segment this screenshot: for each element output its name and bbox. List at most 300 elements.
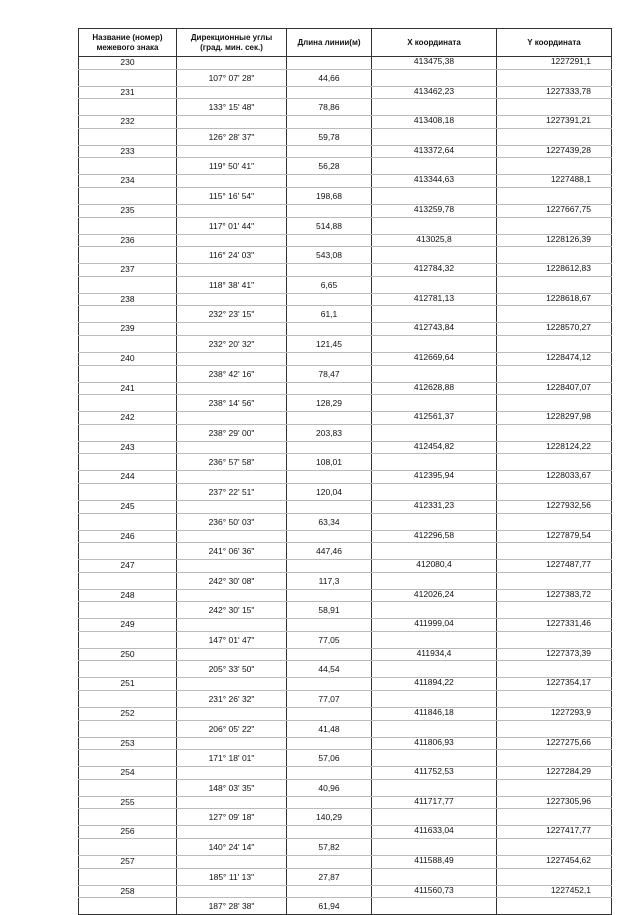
point-row bbox=[79, 441, 612, 454]
point-name: 249 bbox=[79, 619, 177, 632]
empty-cell bbox=[79, 99, 177, 116]
empty-cell bbox=[372, 839, 497, 856]
direction-angle: 118° 38' 41" bbox=[177, 276, 287, 293]
y-coordinate: 1228474,12 bbox=[497, 352, 612, 365]
direction-angle: 242° 30' 08" bbox=[177, 572, 287, 589]
segment-row bbox=[79, 602, 612, 619]
y-coordinate: 1227452,1 bbox=[497, 885, 612, 898]
empty-cell bbox=[497, 217, 612, 234]
x-coordinate: 411752,53 bbox=[372, 767, 497, 780]
segment-row bbox=[79, 779, 612, 796]
line-length: 117,3 bbox=[287, 572, 372, 589]
empty-cell bbox=[177, 323, 287, 336]
empty-cell bbox=[372, 572, 497, 589]
empty-cell bbox=[372, 543, 497, 560]
empty-cell bbox=[177, 264, 287, 277]
direction-angle: 238° 42' 16" bbox=[177, 365, 287, 382]
point-row bbox=[79, 500, 612, 513]
empty-cell bbox=[287, 293, 372, 306]
x-coordinate: 412395,94 bbox=[372, 471, 497, 484]
empty-cell bbox=[287, 737, 372, 750]
line-length: 61,1 bbox=[287, 306, 372, 323]
x-coordinate: 412454,82 bbox=[372, 441, 497, 454]
segment-row bbox=[79, 276, 612, 293]
y-coordinate: 1227879,54 bbox=[497, 530, 612, 543]
empty-cell bbox=[372, 602, 497, 619]
y-coordinate: 1227305,96 bbox=[497, 796, 612, 809]
point-name: 236 bbox=[79, 234, 177, 247]
empty-cell bbox=[79, 365, 177, 382]
point-name: 237 bbox=[79, 264, 177, 277]
y-coordinate: 1227373,39 bbox=[497, 648, 612, 661]
empty-cell bbox=[372, 483, 497, 500]
x-coordinate: 411633,04 bbox=[372, 826, 497, 839]
empty-cell bbox=[497, 69, 612, 86]
y-coordinate: 1227275,66 bbox=[497, 737, 612, 750]
segment-row bbox=[79, 809, 612, 826]
empty-cell bbox=[177, 86, 287, 99]
y-coordinate: 1228612,83 bbox=[497, 264, 612, 277]
empty-cell bbox=[287, 323, 372, 336]
point-row bbox=[79, 678, 612, 691]
direction-angle: 133° 15' 48" bbox=[177, 99, 287, 116]
line-length: 128,29 bbox=[287, 395, 372, 412]
line-length: 44,54 bbox=[287, 661, 372, 678]
point-name: 253 bbox=[79, 737, 177, 750]
segment-row bbox=[79, 395, 612, 412]
segment-row bbox=[79, 424, 612, 441]
empty-cell bbox=[287, 796, 372, 809]
empty-cell bbox=[177, 57, 287, 70]
empty-cell bbox=[372, 454, 497, 471]
empty-cell bbox=[177, 737, 287, 750]
empty-cell bbox=[287, 116, 372, 129]
empty-cell bbox=[287, 500, 372, 513]
empty-cell bbox=[497, 187, 612, 204]
empty-cell bbox=[177, 412, 287, 425]
empty-cell bbox=[497, 483, 612, 500]
empty-cell bbox=[497, 809, 612, 826]
y-coordinate: 1227331,46 bbox=[497, 619, 612, 632]
y-coordinate: 1227291,1 bbox=[497, 57, 612, 70]
x-coordinate: 412781,13 bbox=[372, 293, 497, 306]
empty-cell bbox=[287, 86, 372, 99]
line-length: 57,82 bbox=[287, 839, 372, 856]
empty-cell bbox=[287, 234, 372, 247]
segment-row bbox=[79, 691, 612, 708]
point-row bbox=[79, 619, 612, 632]
point-name: 233 bbox=[79, 145, 177, 158]
empty-cell bbox=[372, 99, 497, 116]
empty-cell bbox=[79, 691, 177, 708]
coordinates-table bbox=[78, 28, 612, 915]
empty-cell bbox=[287, 826, 372, 839]
direction-angle: 117° 01' 44" bbox=[177, 217, 287, 234]
empty-cell bbox=[287, 264, 372, 277]
empty-cell bbox=[372, 750, 497, 767]
direction-angle: 126° 28' 37" bbox=[177, 128, 287, 145]
empty-cell bbox=[372, 513, 497, 530]
empty-cell bbox=[177, 678, 287, 691]
point-row bbox=[79, 648, 612, 661]
empty-cell bbox=[287, 767, 372, 780]
empty-cell bbox=[287, 619, 372, 632]
line-length: 56,28 bbox=[287, 158, 372, 175]
empty-cell bbox=[372, 335, 497, 352]
point-row bbox=[79, 352, 612, 365]
segment-row bbox=[79, 720, 612, 737]
segment-row bbox=[79, 158, 612, 175]
empty-cell bbox=[177, 619, 287, 632]
point-name: 250 bbox=[79, 648, 177, 661]
x-coordinate: 411846,18 bbox=[372, 708, 497, 721]
point-row bbox=[79, 234, 612, 247]
empty-cell bbox=[497, 128, 612, 145]
empty-cell bbox=[497, 395, 612, 412]
point-name: 240 bbox=[79, 352, 177, 365]
empty-cell bbox=[497, 365, 612, 382]
empty-cell bbox=[79, 454, 177, 471]
empty-cell bbox=[372, 247, 497, 264]
empty-cell bbox=[177, 500, 287, 513]
empty-cell bbox=[372, 661, 497, 678]
segment-row bbox=[79, 217, 612, 234]
x-coordinate: 412628,88 bbox=[372, 382, 497, 395]
direction-angle: 205° 33' 50" bbox=[177, 661, 287, 678]
point-row bbox=[79, 116, 612, 129]
direction-angle: 127° 09' 18" bbox=[177, 809, 287, 826]
point-name: 256 bbox=[79, 826, 177, 839]
point-name: 230 bbox=[79, 57, 177, 70]
point-name: 238 bbox=[79, 293, 177, 306]
empty-cell bbox=[177, 796, 287, 809]
empty-cell bbox=[372, 424, 497, 441]
empty-cell bbox=[79, 306, 177, 323]
point-row bbox=[79, 530, 612, 543]
empty-cell bbox=[79, 809, 177, 826]
line-length: 41,48 bbox=[287, 720, 372, 737]
empty-cell bbox=[79, 602, 177, 619]
line-length: 120,04 bbox=[287, 483, 372, 500]
empty-cell bbox=[287, 678, 372, 691]
point-row bbox=[79, 293, 612, 306]
point-row bbox=[79, 885, 612, 898]
point-name: 247 bbox=[79, 560, 177, 573]
empty-cell bbox=[497, 306, 612, 323]
empty-cell bbox=[287, 382, 372, 395]
empty-cell bbox=[497, 335, 612, 352]
header-length: Длина линии(м) bbox=[287, 29, 372, 57]
empty-cell bbox=[79, 898, 177, 915]
y-coordinate: 1227391,21 bbox=[497, 116, 612, 129]
line-length: 78,47 bbox=[287, 365, 372, 382]
segment-row bbox=[79, 868, 612, 885]
line-length: 140,29 bbox=[287, 809, 372, 826]
line-length: 77,07 bbox=[287, 691, 372, 708]
direction-angle: 237° 22' 51" bbox=[177, 483, 287, 500]
empty-cell bbox=[79, 631, 177, 648]
header-name: Название (номер) межевого знака bbox=[79, 29, 177, 57]
point-name: 243 bbox=[79, 441, 177, 454]
empty-cell bbox=[372, 187, 497, 204]
x-coordinate: 411560,73 bbox=[372, 885, 497, 898]
empty-cell bbox=[177, 293, 287, 306]
y-coordinate: 1228407,07 bbox=[497, 382, 612, 395]
direction-angle: 107° 07' 28" bbox=[177, 69, 287, 86]
empty-cell bbox=[372, 691, 497, 708]
segment-row bbox=[79, 483, 612, 500]
empty-cell bbox=[497, 868, 612, 885]
empty-cell bbox=[177, 145, 287, 158]
point-row bbox=[79, 589, 612, 602]
point-row bbox=[79, 382, 612, 395]
direction-angle: 187° 28' 38" bbox=[177, 898, 287, 915]
empty-cell bbox=[177, 708, 287, 721]
empty-cell bbox=[177, 589, 287, 602]
empty-cell bbox=[287, 412, 372, 425]
empty-cell bbox=[287, 589, 372, 602]
empty-cell bbox=[79, 513, 177, 530]
direction-angle: 231° 26' 32" bbox=[177, 691, 287, 708]
y-coordinate: 1227932,56 bbox=[497, 500, 612, 513]
x-coordinate: 413025,8 bbox=[372, 234, 497, 247]
x-coordinate: 412026,24 bbox=[372, 589, 497, 602]
x-coordinate: 412669,64 bbox=[372, 352, 497, 365]
empty-cell bbox=[497, 839, 612, 856]
point-row bbox=[79, 204, 612, 217]
empty-cell bbox=[79, 839, 177, 856]
x-coordinate: 412743,84 bbox=[372, 323, 497, 336]
direction-angle: 148° 03' 35" bbox=[177, 779, 287, 796]
line-length: 40,96 bbox=[287, 779, 372, 796]
y-coordinate: 1227284,29 bbox=[497, 767, 612, 780]
segment-row bbox=[79, 247, 612, 264]
empty-cell bbox=[497, 513, 612, 530]
point-name: 254 bbox=[79, 767, 177, 780]
empty-cell bbox=[287, 471, 372, 484]
direction-angle: 119° 50' 41" bbox=[177, 158, 287, 175]
line-length: 6,65 bbox=[287, 276, 372, 293]
empty-cell bbox=[497, 247, 612, 264]
empty-cell bbox=[79, 217, 177, 234]
direction-angle: 238° 14' 56" bbox=[177, 395, 287, 412]
direction-angle: 236° 57' 58" bbox=[177, 454, 287, 471]
point-name: 257 bbox=[79, 856, 177, 869]
y-coordinate: 1227487,77 bbox=[497, 560, 612, 573]
point-name: 232 bbox=[79, 116, 177, 129]
empty-cell bbox=[497, 898, 612, 915]
empty-cell bbox=[372, 779, 497, 796]
table-body bbox=[79, 57, 612, 915]
segment-row bbox=[79, 187, 612, 204]
empty-cell bbox=[372, 809, 497, 826]
empty-cell bbox=[497, 572, 612, 589]
y-coordinate: 1227333,78 bbox=[497, 86, 612, 99]
segment-row bbox=[79, 69, 612, 86]
y-coordinate: 1228124,22 bbox=[497, 441, 612, 454]
point-row bbox=[79, 323, 612, 336]
empty-cell bbox=[79, 779, 177, 796]
line-length: 57,06 bbox=[287, 750, 372, 767]
y-coordinate: 1227439,28 bbox=[497, 145, 612, 158]
segment-row bbox=[79, 750, 612, 767]
line-length: 63,34 bbox=[287, 513, 372, 530]
x-coordinate: 413408,18 bbox=[372, 116, 497, 129]
x-coordinate: 411717,77 bbox=[372, 796, 497, 809]
empty-cell bbox=[79, 572, 177, 589]
line-length: 59,78 bbox=[287, 128, 372, 145]
y-coordinate: 1228297,98 bbox=[497, 412, 612, 425]
empty-cell bbox=[287, 352, 372, 365]
empty-cell bbox=[287, 856, 372, 869]
empty-cell bbox=[497, 454, 612, 471]
empty-cell bbox=[79, 868, 177, 885]
point-name: 252 bbox=[79, 708, 177, 721]
empty-cell bbox=[497, 158, 612, 175]
empty-cell bbox=[497, 424, 612, 441]
empty-cell bbox=[497, 661, 612, 678]
line-length: 514,88 bbox=[287, 217, 372, 234]
direction-angle: 232° 23' 15" bbox=[177, 306, 287, 323]
direction-angle: 236° 50' 03" bbox=[177, 513, 287, 530]
empty-cell bbox=[79, 395, 177, 412]
x-coordinate: 412080,4 bbox=[372, 560, 497, 573]
empty-cell bbox=[79, 424, 177, 441]
segment-row bbox=[79, 572, 612, 589]
direction-angle: 115° 16' 54" bbox=[177, 187, 287, 204]
line-length: 78,86 bbox=[287, 99, 372, 116]
segment-row bbox=[79, 335, 612, 352]
empty-cell bbox=[177, 826, 287, 839]
direction-angle: 242° 30' 15" bbox=[177, 602, 287, 619]
empty-cell bbox=[79, 247, 177, 264]
y-coordinate: 1227383,72 bbox=[497, 589, 612, 602]
empty-cell bbox=[79, 661, 177, 678]
empty-cell bbox=[497, 99, 612, 116]
y-coordinate: 1227354,17 bbox=[497, 678, 612, 691]
direction-angle: 147° 01' 47" bbox=[177, 631, 287, 648]
empty-cell bbox=[79, 128, 177, 145]
line-length: 44,66 bbox=[287, 69, 372, 86]
segment-row bbox=[79, 128, 612, 145]
line-length: 203,83 bbox=[287, 424, 372, 441]
line-length: 58,91 bbox=[287, 602, 372, 619]
segment-row bbox=[79, 306, 612, 323]
empty-cell bbox=[372, 276, 497, 293]
point-row bbox=[79, 767, 612, 780]
empty-cell bbox=[372, 69, 497, 86]
point-name: 231 bbox=[79, 86, 177, 99]
direction-angle: 241° 06' 36" bbox=[177, 543, 287, 560]
empty-cell bbox=[287, 204, 372, 217]
segment-row bbox=[79, 454, 612, 471]
empty-cell bbox=[372, 395, 497, 412]
empty-cell bbox=[287, 530, 372, 543]
y-coordinate: 1228570,27 bbox=[497, 323, 612, 336]
point-name: 248 bbox=[79, 589, 177, 602]
empty-cell bbox=[372, 631, 497, 648]
line-length: 543,08 bbox=[287, 247, 372, 264]
direction-angle: 232° 20' 32" bbox=[177, 335, 287, 352]
empty-cell bbox=[79, 69, 177, 86]
segment-row bbox=[79, 661, 612, 678]
empty-cell bbox=[79, 750, 177, 767]
y-coordinate: 1227293,9 bbox=[497, 708, 612, 721]
empty-cell bbox=[497, 631, 612, 648]
empty-cell bbox=[372, 365, 497, 382]
segment-row bbox=[79, 365, 612, 382]
empty-cell bbox=[177, 204, 287, 217]
point-name: 242 bbox=[79, 412, 177, 425]
direction-angle: 238° 29' 00" bbox=[177, 424, 287, 441]
point-name: 234 bbox=[79, 175, 177, 188]
point-row bbox=[79, 560, 612, 573]
line-length: 198,68 bbox=[287, 187, 372, 204]
point-name: 246 bbox=[79, 530, 177, 543]
empty-cell bbox=[372, 868, 497, 885]
empty-cell bbox=[372, 306, 497, 323]
empty-cell bbox=[287, 560, 372, 573]
point-row bbox=[79, 264, 612, 277]
x-coordinate: 411806,93 bbox=[372, 737, 497, 750]
x-coordinate: 411894,22 bbox=[372, 678, 497, 691]
y-coordinate: 1227667,75 bbox=[497, 204, 612, 217]
line-length: 27,87 bbox=[287, 868, 372, 885]
empty-cell bbox=[177, 441, 287, 454]
empty-cell bbox=[497, 691, 612, 708]
point-row bbox=[79, 175, 612, 188]
empty-cell bbox=[177, 116, 287, 129]
empty-cell bbox=[287, 708, 372, 721]
empty-cell bbox=[79, 276, 177, 293]
point-row bbox=[79, 737, 612, 750]
point-name: 241 bbox=[79, 382, 177, 395]
direction-angle: 171° 18' 01" bbox=[177, 750, 287, 767]
line-length: 121,45 bbox=[287, 335, 372, 352]
header-y: Y координата bbox=[497, 29, 612, 57]
point-row bbox=[79, 796, 612, 809]
empty-cell bbox=[79, 720, 177, 737]
direction-angle: 206° 05' 22" bbox=[177, 720, 287, 737]
y-coordinate: 1227454,62 bbox=[497, 856, 612, 869]
empty-cell bbox=[177, 648, 287, 661]
x-coordinate: 411999,04 bbox=[372, 619, 497, 632]
point-name: 245 bbox=[79, 500, 177, 513]
point-name: 258 bbox=[79, 885, 177, 898]
point-row bbox=[79, 856, 612, 869]
empty-cell bbox=[79, 158, 177, 175]
empty-cell bbox=[177, 885, 287, 898]
point-row bbox=[79, 826, 612, 839]
x-coordinate: 413462,23 bbox=[372, 86, 497, 99]
empty-cell bbox=[287, 885, 372, 898]
empty-cell bbox=[177, 767, 287, 780]
empty-cell bbox=[177, 560, 287, 573]
header-angle: Дирекционные углы (град. мин. сек.) bbox=[177, 29, 287, 57]
empty-cell bbox=[287, 175, 372, 188]
point-row bbox=[79, 57, 612, 70]
empty-cell bbox=[177, 352, 287, 365]
x-coordinate: 412296,58 bbox=[372, 530, 497, 543]
table-header-row bbox=[79, 29, 612, 57]
point-name: 255 bbox=[79, 796, 177, 809]
segment-row bbox=[79, 631, 612, 648]
y-coordinate: 1228618,67 bbox=[497, 293, 612, 306]
point-name: 244 bbox=[79, 471, 177, 484]
x-coordinate: 413372,64 bbox=[372, 145, 497, 158]
empty-cell bbox=[177, 382, 287, 395]
point-name: 239 bbox=[79, 323, 177, 336]
